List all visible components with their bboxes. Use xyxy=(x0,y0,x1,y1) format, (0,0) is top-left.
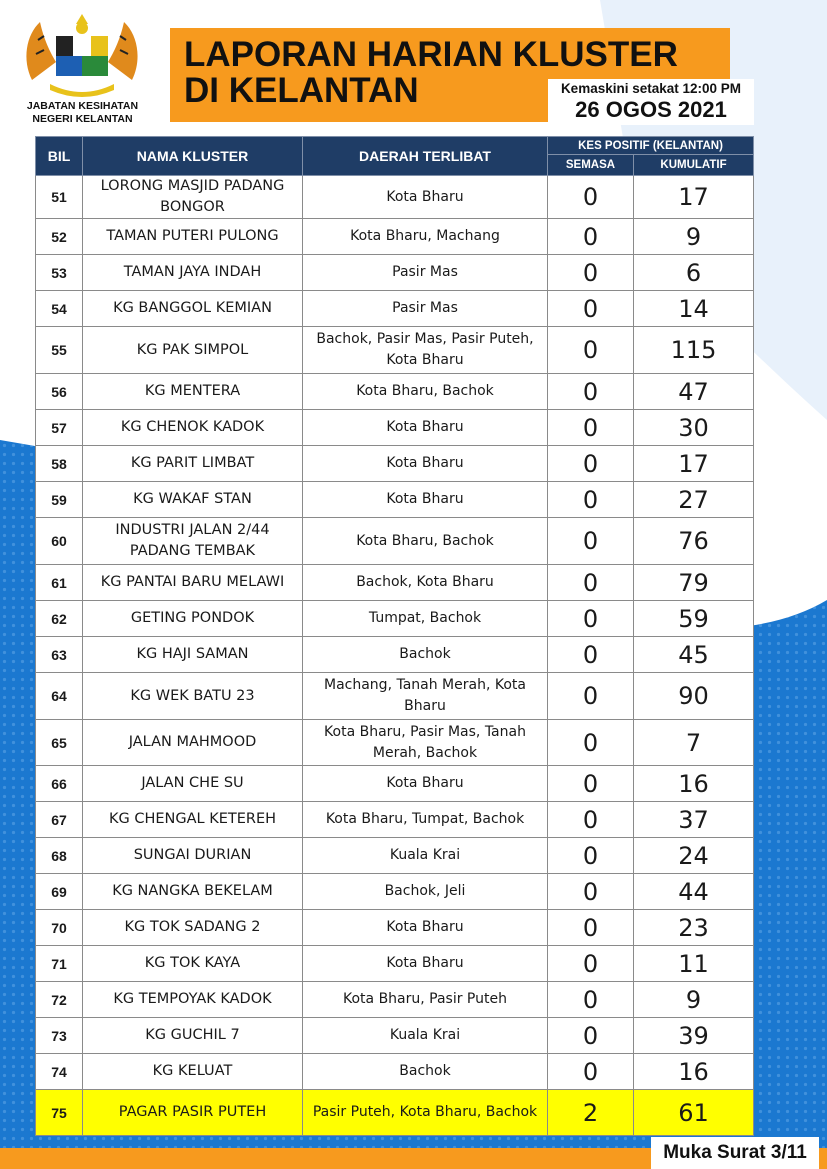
cell-daerah-terlibat: Kota Bharu xyxy=(303,946,548,982)
cell-bil: 56 xyxy=(36,374,83,410)
cell-nama-kluster: INDUSTRI JALAN 2/44 PADANG TEMBAK xyxy=(83,518,303,565)
cell-kumulatif: 45 xyxy=(634,637,754,673)
cell-nama-kluster: KG PANTAI BARU MELAWI xyxy=(83,565,303,601)
table-row xyxy=(36,802,754,838)
cell-daerah-terlibat: Bachok, Pasir Mas, Pasir Puteh, Kota Bharu xyxy=(303,327,548,374)
cell-daerah-terlibat: Bachok xyxy=(303,637,548,673)
cell-kumulatif: 6 xyxy=(634,255,754,291)
cell-daerah-terlibat: Kota Bharu xyxy=(303,910,548,946)
cell-nama-kluster: KG WAKAF STAN xyxy=(83,482,303,518)
cell-bil: 58 xyxy=(36,446,83,482)
cell-nama-kluster: LORONG MASJID PADANG BONGOR xyxy=(83,176,303,219)
cell-bil: 72 xyxy=(36,982,83,1018)
cell-kumulatif: 11 xyxy=(634,946,754,982)
table-row xyxy=(36,601,754,637)
cell-kumulatif: 39 xyxy=(634,1018,754,1054)
cell-daerah-terlibat: Kota Bharu xyxy=(303,482,548,518)
update-time-label: Kemaskini setakat 12:00 PM xyxy=(560,81,742,96)
cell-kumulatif: 30 xyxy=(634,410,754,446)
cell-bil: 68 xyxy=(36,838,83,874)
cell-daerah-terlibat: Kota Bharu xyxy=(303,446,548,482)
cell-nama-kluster: KG TOK SADANG 2 xyxy=(83,910,303,946)
cell-kumulatif: 9 xyxy=(634,982,754,1018)
cell-kumulatif: 17 xyxy=(634,446,754,482)
cell-bil: 52 xyxy=(36,219,83,255)
cell-nama-kluster: GETING PONDOK xyxy=(83,601,303,637)
cell-daerah-terlibat: Kuala Krai xyxy=(303,838,548,874)
cell-daerah-terlibat: Bachok xyxy=(303,1054,548,1090)
cell-daerah-terlibat: Kota Bharu, Bachok xyxy=(303,374,548,410)
cell-daerah-terlibat: Kota Bharu xyxy=(303,410,548,446)
report-title-line1: LAPORAN HARIAN KLUSTER xyxy=(184,35,678,74)
table-row xyxy=(36,565,754,601)
table-row xyxy=(36,1018,754,1054)
cell-bil: 69 xyxy=(36,874,83,910)
cell-semasa: 0 xyxy=(548,446,634,482)
table-row xyxy=(36,291,754,327)
cell-kumulatif: 27 xyxy=(634,482,754,518)
agency-name-line2: NEGERI KELANTAN xyxy=(32,113,133,125)
cell-daerah-terlibat: Pasir Puteh, Kota Bharu, Bachok xyxy=(303,1090,548,1136)
cell-daerah-terlibat: Kota Bharu, Tumpat, Bachok xyxy=(303,802,548,838)
agency-name xyxy=(10,100,155,126)
cell-nama-kluster: KG PARIT LIMBAT xyxy=(83,446,303,482)
cell-semasa: 0 xyxy=(548,802,634,838)
cell-bil: 57 xyxy=(36,410,83,446)
cell-bil: 71 xyxy=(36,946,83,982)
cell-nama-kluster: KG HAJI SAMAN xyxy=(83,637,303,673)
cell-daerah-terlibat: Kuala Krai xyxy=(303,1018,548,1054)
cell-nama-kluster: JALAN CHE SU xyxy=(83,766,303,802)
cell-nama-kluster: KG BANGGOL KEMIAN xyxy=(83,291,303,327)
cell-bil: 74 xyxy=(36,1054,83,1090)
table-row xyxy=(36,874,754,910)
header-daerah-terlibat: DAERAH TERLIBAT xyxy=(303,137,548,176)
cell-semasa: 0 xyxy=(548,518,634,565)
cell-kumulatif: 44 xyxy=(634,874,754,910)
table-row xyxy=(36,327,754,374)
table-row xyxy=(36,838,754,874)
cell-kumulatif: 47 xyxy=(634,374,754,410)
cell-nama-kluster: KG WEK BATU 23 xyxy=(83,673,303,720)
cell-semasa: 0 xyxy=(548,1018,634,1054)
cell-semasa: 0 xyxy=(548,601,634,637)
cell-kumulatif: 7 xyxy=(634,720,754,766)
cell-nama-kluster: KG NANGKA BEKELAM xyxy=(83,874,303,910)
update-date: 26 OGOS 2021 xyxy=(575,97,727,122)
cell-semasa: 0 xyxy=(548,1054,634,1090)
cell-daerah-terlibat: Pasir Mas xyxy=(303,291,548,327)
table-row xyxy=(36,176,754,219)
cell-semasa: 0 xyxy=(548,766,634,802)
cell-semasa: 0 xyxy=(548,673,634,720)
cell-nama-kluster: KG TEMPOYAK KADOK xyxy=(83,982,303,1018)
cell-bil: 66 xyxy=(36,766,83,802)
cell-bil: 61 xyxy=(36,565,83,601)
table-row xyxy=(36,482,754,518)
cell-nama-kluster: PAGAR PASIR PUTEH xyxy=(83,1090,303,1136)
header-nama-kluster: NAMA KLUSTER xyxy=(83,137,303,176)
cell-nama-kluster: JALAN MAHMOOD xyxy=(83,720,303,766)
cell-daerah-terlibat: Kota Bharu, Bachok xyxy=(303,518,548,565)
table-row xyxy=(36,637,754,673)
table-row xyxy=(36,946,754,982)
cell-nama-kluster: KG KELUAT xyxy=(83,1054,303,1090)
cell-bil: 60 xyxy=(36,518,83,565)
cell-bil: 63 xyxy=(36,637,83,673)
table-row xyxy=(36,1090,754,1136)
header-kumulatif: KUMULATIF xyxy=(634,155,754,176)
header-semasa: SEMASA xyxy=(548,155,634,176)
cell-kumulatif: 76 xyxy=(634,518,754,565)
cell-semasa: 2 xyxy=(548,1090,634,1136)
table-row xyxy=(36,673,754,720)
cell-bil: 70 xyxy=(36,910,83,946)
table-row xyxy=(36,1054,754,1090)
cell-semasa: 0 xyxy=(548,637,634,673)
cell-semasa: 0 xyxy=(548,410,634,446)
cell-bil: 59 xyxy=(36,482,83,518)
header-bil: BIL xyxy=(36,137,83,176)
cell-semasa: 0 xyxy=(548,982,634,1018)
cell-semasa: 0 xyxy=(548,327,634,374)
cell-nama-kluster: TAMAN PUTERI PULONG xyxy=(83,219,303,255)
cell-kumulatif: 37 xyxy=(634,802,754,838)
cell-bil: 67 xyxy=(36,802,83,838)
cell-bil: 75 xyxy=(36,1090,83,1136)
cell-kumulatif: 61 xyxy=(634,1090,754,1136)
table-row xyxy=(36,446,754,482)
cell-kumulatif: 16 xyxy=(634,1054,754,1090)
cell-bil: 51 xyxy=(36,176,83,219)
cell-bil: 55 xyxy=(36,327,83,374)
table-row xyxy=(36,219,754,255)
table-row xyxy=(36,518,754,565)
cell-semasa: 0 xyxy=(548,838,634,874)
cell-daerah-terlibat: Kota Bharu xyxy=(303,766,548,802)
cell-daerah-terlibat: Pasir Mas xyxy=(303,255,548,291)
cluster-table xyxy=(35,136,754,1136)
cell-semasa: 0 xyxy=(548,565,634,601)
update-info-box xyxy=(548,79,754,125)
cell-daerah-terlibat: Tumpat, Bachok xyxy=(303,601,548,637)
cell-semasa: 0 xyxy=(548,910,634,946)
cell-kumulatif: 17 xyxy=(634,176,754,219)
coat-of-arms-logo xyxy=(22,10,142,102)
table-row xyxy=(36,255,754,291)
cell-semasa: 0 xyxy=(548,482,634,518)
cell-bil: 65 xyxy=(36,720,83,766)
table-row xyxy=(36,910,754,946)
cell-nama-kluster: SUNGAI DURIAN xyxy=(83,838,303,874)
cluster-table-body xyxy=(36,176,754,1136)
cell-daerah-terlibat: Kota Bharu, Pasir Mas, Tanah Merah, Bachok xyxy=(303,720,548,766)
header-kes-positif: KES POSITIF (KELANTAN) xyxy=(548,137,754,155)
table-row xyxy=(36,410,754,446)
cell-kumulatif: 59 xyxy=(634,601,754,637)
cell-daerah-terlibat: Kota Bharu, Pasir Puteh xyxy=(303,982,548,1018)
cell-kumulatif: 90 xyxy=(634,673,754,720)
cell-daerah-terlibat: Bachok, Jeli xyxy=(303,874,548,910)
cell-semasa: 0 xyxy=(548,255,634,291)
cell-nama-kluster: KG GUCHIL 7 xyxy=(83,1018,303,1054)
cell-kumulatif: 14 xyxy=(634,291,754,327)
cell-semasa: 0 xyxy=(548,946,634,982)
cell-semasa: 0 xyxy=(548,874,634,910)
cell-semasa: 0 xyxy=(548,291,634,327)
cell-kumulatif: 23 xyxy=(634,910,754,946)
cell-daerah-terlibat: Kota Bharu, Machang xyxy=(303,219,548,255)
table-row xyxy=(36,982,754,1018)
cell-kumulatif: 9 xyxy=(634,219,754,255)
cell-bil: 54 xyxy=(36,291,83,327)
cell-semasa: 0 xyxy=(548,374,634,410)
cell-nama-kluster: KG TOK KAYA xyxy=(83,946,303,982)
table-row xyxy=(36,766,754,802)
cell-bil: 53 xyxy=(36,255,83,291)
page-number-label: Muka Surat 3/11 xyxy=(651,1137,819,1169)
cell-semasa: 0 xyxy=(548,219,634,255)
cell-semasa: 0 xyxy=(548,176,634,219)
agency-name-line1: JABATAN KESIHATAN xyxy=(26,100,139,112)
cell-nama-kluster: KG MENTERA xyxy=(83,374,303,410)
cell-daerah-terlibat: Bachok, Kota Bharu xyxy=(303,565,548,601)
cell-nama-kluster: KG CHENOK KADOK xyxy=(83,410,303,446)
cell-nama-kluster: KG PAK SIMPOL xyxy=(83,327,303,374)
cell-nama-kluster: KG CHENGAL KETEREH xyxy=(83,802,303,838)
report-title-line2: DI KELANTAN xyxy=(184,71,419,110)
cell-daerah-terlibat: Kota Bharu xyxy=(303,176,548,219)
cell-bil: 73 xyxy=(36,1018,83,1054)
cell-kumulatif: 79 xyxy=(634,565,754,601)
table-row xyxy=(36,720,754,766)
cell-daerah-terlibat: Machang, Tanah Merah, Kota Bharu xyxy=(303,673,548,720)
cell-nama-kluster: TAMAN JAYA INDAH xyxy=(83,255,303,291)
table-row xyxy=(36,374,754,410)
cell-bil: 62 xyxy=(36,601,83,637)
cell-kumulatif: 16 xyxy=(634,766,754,802)
cell-bil: 64 xyxy=(36,673,83,720)
cell-kumulatif: 115 xyxy=(634,327,754,374)
cell-semasa: 0 xyxy=(548,720,634,766)
cell-kumulatif: 24 xyxy=(634,838,754,874)
